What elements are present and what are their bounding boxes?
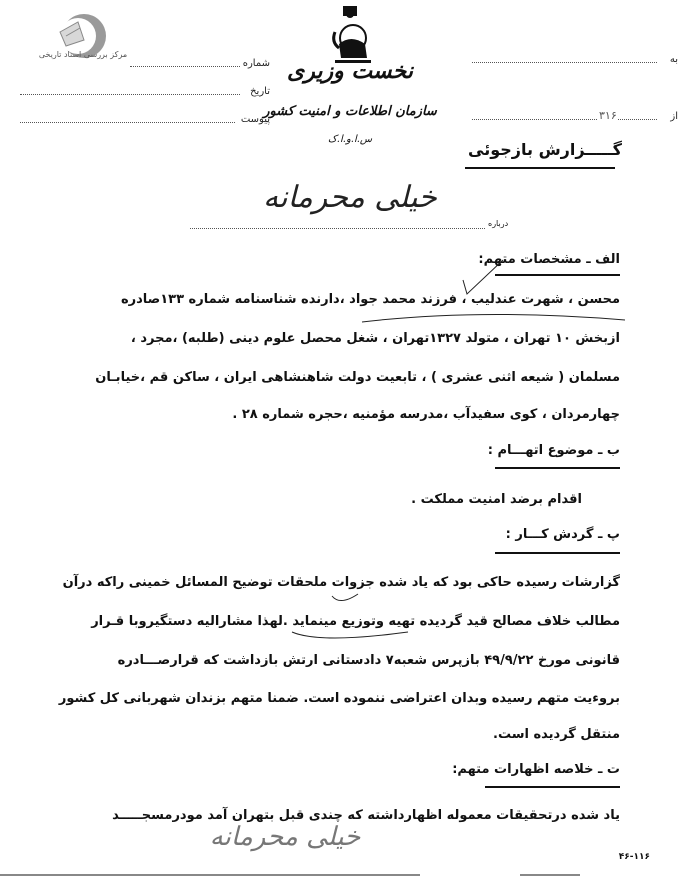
section-alef-line-3: مسلمان ( شیعه اثنی عشری ) ، تابعیت دولت شاهنشاهی ایران ، ساکن قم ،خیابـان (95, 370, 620, 385)
field-date-label: تاریخ (250, 86, 270, 97)
section-rule-te (485, 786, 620, 788)
field-from-label: از (670, 111, 678, 122)
emblem-code: س.ا.و.ا.ک (327, 134, 373, 145)
section-te-line-1: یاد شده درتحقیقات معموله اظهارداشته که چندی قبل بتهران آمد مودرمسجـــــد (112, 808, 620, 823)
field-from-value: ۳۱۶ (599, 109, 617, 122)
checkmark-annotation-2-icon (330, 592, 360, 606)
section-heading-te: ت ـ خلاصه اظهارات متهم: (452, 762, 620, 777)
emblem-subtitle: سازمان اطلاعات و امنیت کشور (263, 104, 437, 119)
field-number-line (130, 66, 240, 67)
field-number-label: شماره (242, 58, 270, 69)
field-to (470, 54, 690, 68)
section-pe-line-4: بروءیت متهم رسیده وبدان اعتراضی ننموده است. ضمنا متهم بزندان شهربانی کل کشور (58, 691, 620, 706)
subject-line (190, 228, 485, 229)
section-pe-line-3: قانونی مورخ ۴۹/۹/۲۲ بازپرس شعبه۷ دادستانی ارتش بازداشت که قرارصـــادره (117, 653, 620, 668)
bottom-edge-rule (0, 874, 420, 876)
field-attachment-label: پیوست (240, 114, 270, 125)
section-be-line-1: اقدام برضد امنیت مملکت . (411, 492, 582, 507)
bottom-edge-rule-2 (520, 874, 580, 876)
section-pe-line-1: گزارشات رسیده حاکی بود که یاد شده جزوات ملحقات توضیح المسائل خمینی راکه درآن (62, 575, 620, 590)
field-from (470, 111, 690, 125)
field-attachment (20, 114, 270, 128)
section-pe-line-2: مطالب خلاف مصالح قید گردیده تهیه وتوزیع مینماید .لهذا مشارالیه دستگیروبا قـرار (91, 614, 620, 629)
report-title-rule (465, 167, 615, 169)
field-date (20, 86, 270, 100)
section-pe-line-5: منتقل گردیده است. (493, 727, 620, 742)
archive-logo-text: مرکز بررسی اسناد تاریخی (38, 50, 128, 59)
section-rule-alef (495, 274, 620, 276)
field-to-line (472, 62, 657, 63)
underline-annotation-2 (290, 628, 410, 644)
field-number (20, 58, 270, 72)
page-reference: ۴۶-۱۱۶ (618, 852, 650, 862)
footer-classification-handwritten: خیلی محرمانه (209, 822, 361, 852)
section-heading-pe: پ ـ گردش کـــار : (505, 527, 620, 542)
section-rule-pe (495, 552, 620, 554)
classification-handwritten: خیلی محرمانه (263, 180, 437, 215)
section-alef-line-4: چهارمردان ، کوی سفیدآب ،مدرسه مؤمنیه ،حجره شماره ۲۸ . (232, 407, 620, 422)
section-alef-line-2: ازبخش ۱۰ تهران ، متولد ۱۳۲۷تهران ، شغل محصل علوم دینی (طلبه) ،مجرد ، (130, 331, 620, 346)
section-heading-alef: الف ـ مشخصات متهم: (478, 252, 620, 267)
field-date-line (20, 94, 240, 95)
section-heading-be: ب ـ موضوع اتهـــام : (487, 443, 620, 458)
field-attachment-line (20, 122, 235, 123)
subject-label: درباره (488, 219, 509, 228)
field-to-label: به (669, 54, 678, 65)
section-rule-be (495, 467, 620, 469)
emblem-title: نخست وزیری (287, 58, 413, 84)
field-from-line (472, 119, 657, 120)
report-title: گـــــزارش بازجوئی (468, 140, 622, 159)
underline-annotation-1 (360, 310, 630, 326)
section-alef-line-1: محسن ، شهرت عندلیب ، فرزند محمد جواد ،دارنده شناسنامه شماره ۱۳۳صادره (120, 292, 620, 307)
